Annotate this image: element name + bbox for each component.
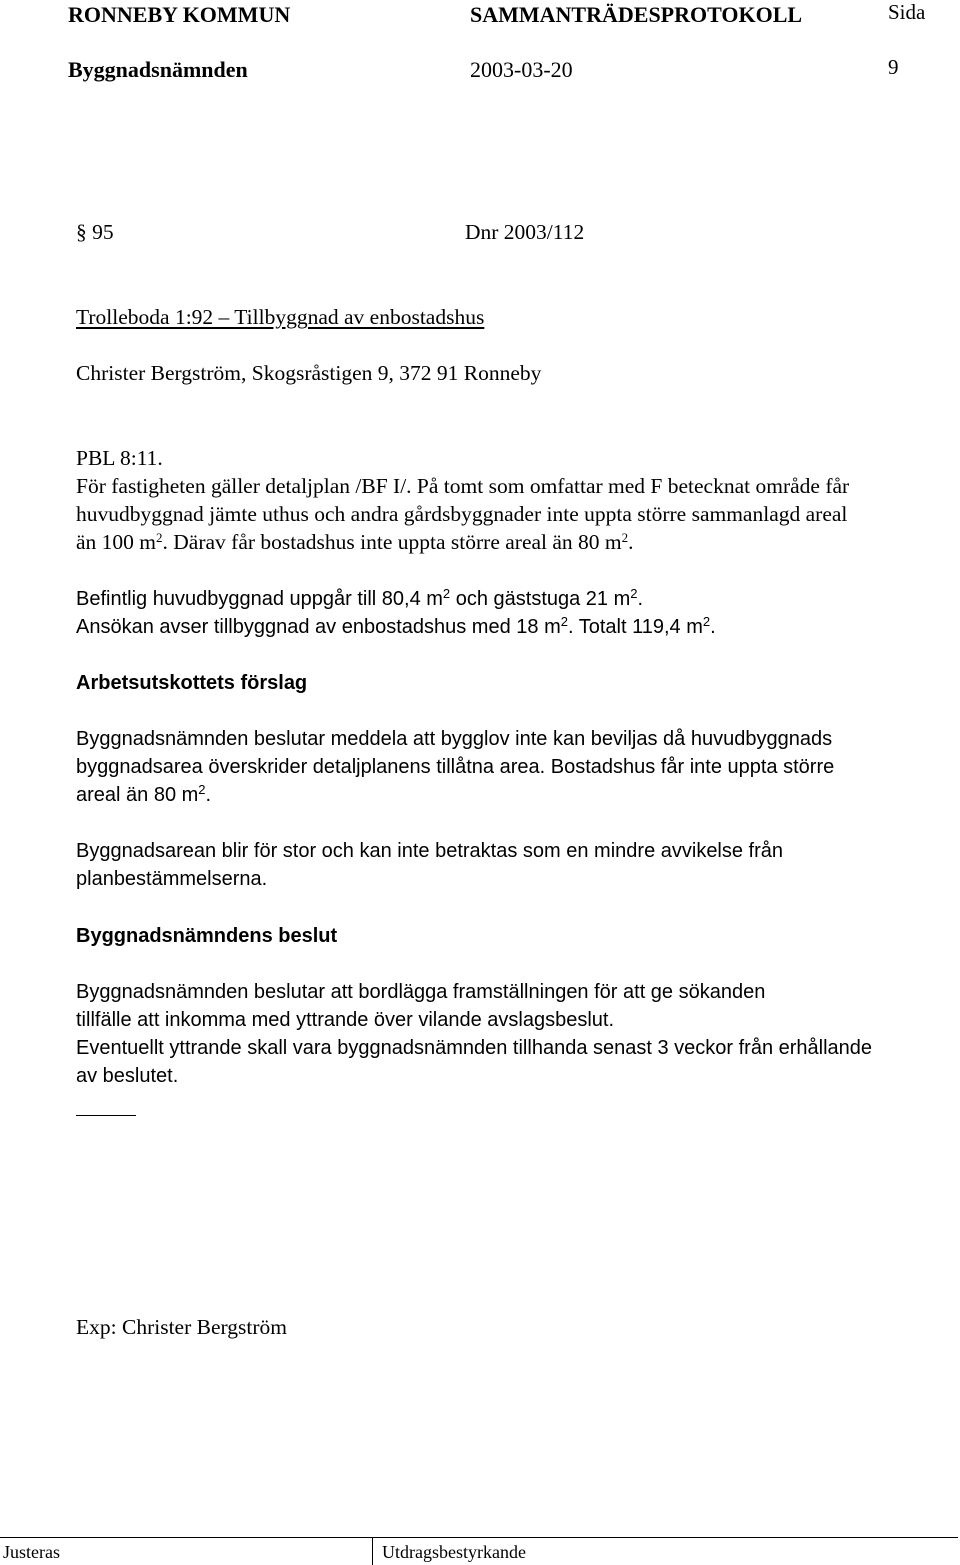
proposal-line: areal än 80 $m^2$. bbox=[76, 782, 212, 806]
diary-number: Dnr 2003/112 bbox=[465, 220, 585, 244]
decision-line: Byggnadsnämnden beslutar att bordlägga framställningen för att ge sökanden bbox=[76, 981, 766, 1003]
existing-area-line: Befintlig huvudbyggnad uppgår till 80,4 $m^2$ och gäststuga 21 $m^2$. bbox=[76, 586, 644, 610]
footer-utdragsbestyrkande: Utdragsbestyrkande bbox=[382, 1542, 526, 1562]
footer-justeras: Justeras bbox=[3, 1542, 60, 1562]
decision-heading: Byggnadsnämndens beslut bbox=[76, 925, 338, 947]
footer-divider bbox=[372, 1537, 373, 1565]
section-number bbox=[76, 220, 114, 245]
application-line: Ansökan avser tillbyggnad av enbostadshus med 18 $m^2$. Totalt 119,4 $m^2$. bbox=[76, 614, 716, 638]
document-type: SAMMANTRÄDESPROTOKOLL bbox=[470, 2, 803, 27]
page-number: 9 bbox=[888, 55, 899, 79]
municipality-name: RONNEBY KOMMUN bbox=[68, 2, 291, 27]
background-line: huvudbyggnad jämte uthus och andra gårdsbyggnader inte uppta större sammanlagd areal bbox=[76, 502, 848, 526]
decision-line: tillfälle att inkomma med yttrande över vilande avslagsbeslut. bbox=[76, 1009, 615, 1031]
section-symbol: § bbox=[76, 220, 87, 244]
separator-rule bbox=[76, 1115, 136, 1116]
footer-rule bbox=[0, 1537, 958, 1538]
page-label: Sida bbox=[888, 0, 926, 24]
proposal-line: byggnadsarea överskrider detaljplanens tillåtna area. Bostadshus får inte uppta större bbox=[76, 756, 835, 778]
proposal-line: planbestämmelserna. bbox=[76, 868, 268, 890]
applicant: Christer Bergström, Skogsråstigen 9, 372 91 Ronneby bbox=[76, 361, 542, 385]
case-title: Trolleboda 1:92 – Tillbyggnad av enbostadshus bbox=[76, 305, 485, 329]
law-reference: PBL 8:11. bbox=[76, 446, 163, 470]
section-number-value: 95 bbox=[92, 220, 114, 244]
expedition-recipient: Exp: Christer Bergström bbox=[76, 1315, 288, 1339]
committee-name: Byggnadsnämnden bbox=[68, 57, 248, 82]
background-line: än 100 $m^2$. Därav får bostadshus inte uppta större areal än 80 $m^2$. bbox=[76, 530, 634, 554]
decision-line: Eventuellt yttrande skall vara byggnadsnämnden tillhanda senast 3 veckor från erhållande bbox=[76, 1037, 873, 1059]
proposal-line: Byggnadsarean blir för stor och kan inte betraktas som en mindre avvikelse från bbox=[76, 840, 784, 862]
proposal-heading: Arbetsutskottets förslag bbox=[76, 672, 308, 694]
decision-line: av beslutet. bbox=[76, 1065, 179, 1087]
background-line: För fastigheten gäller detaljplan /BF I/. På tomt som omfattar med F betecknat område får bbox=[76, 474, 850, 498]
meeting-date: 2003-03-20 bbox=[470, 57, 573, 82]
proposal-line: Byggnadsnämnden beslutar meddela att bygglov inte kan beviljas då huvudbyggnads bbox=[76, 728, 833, 750]
